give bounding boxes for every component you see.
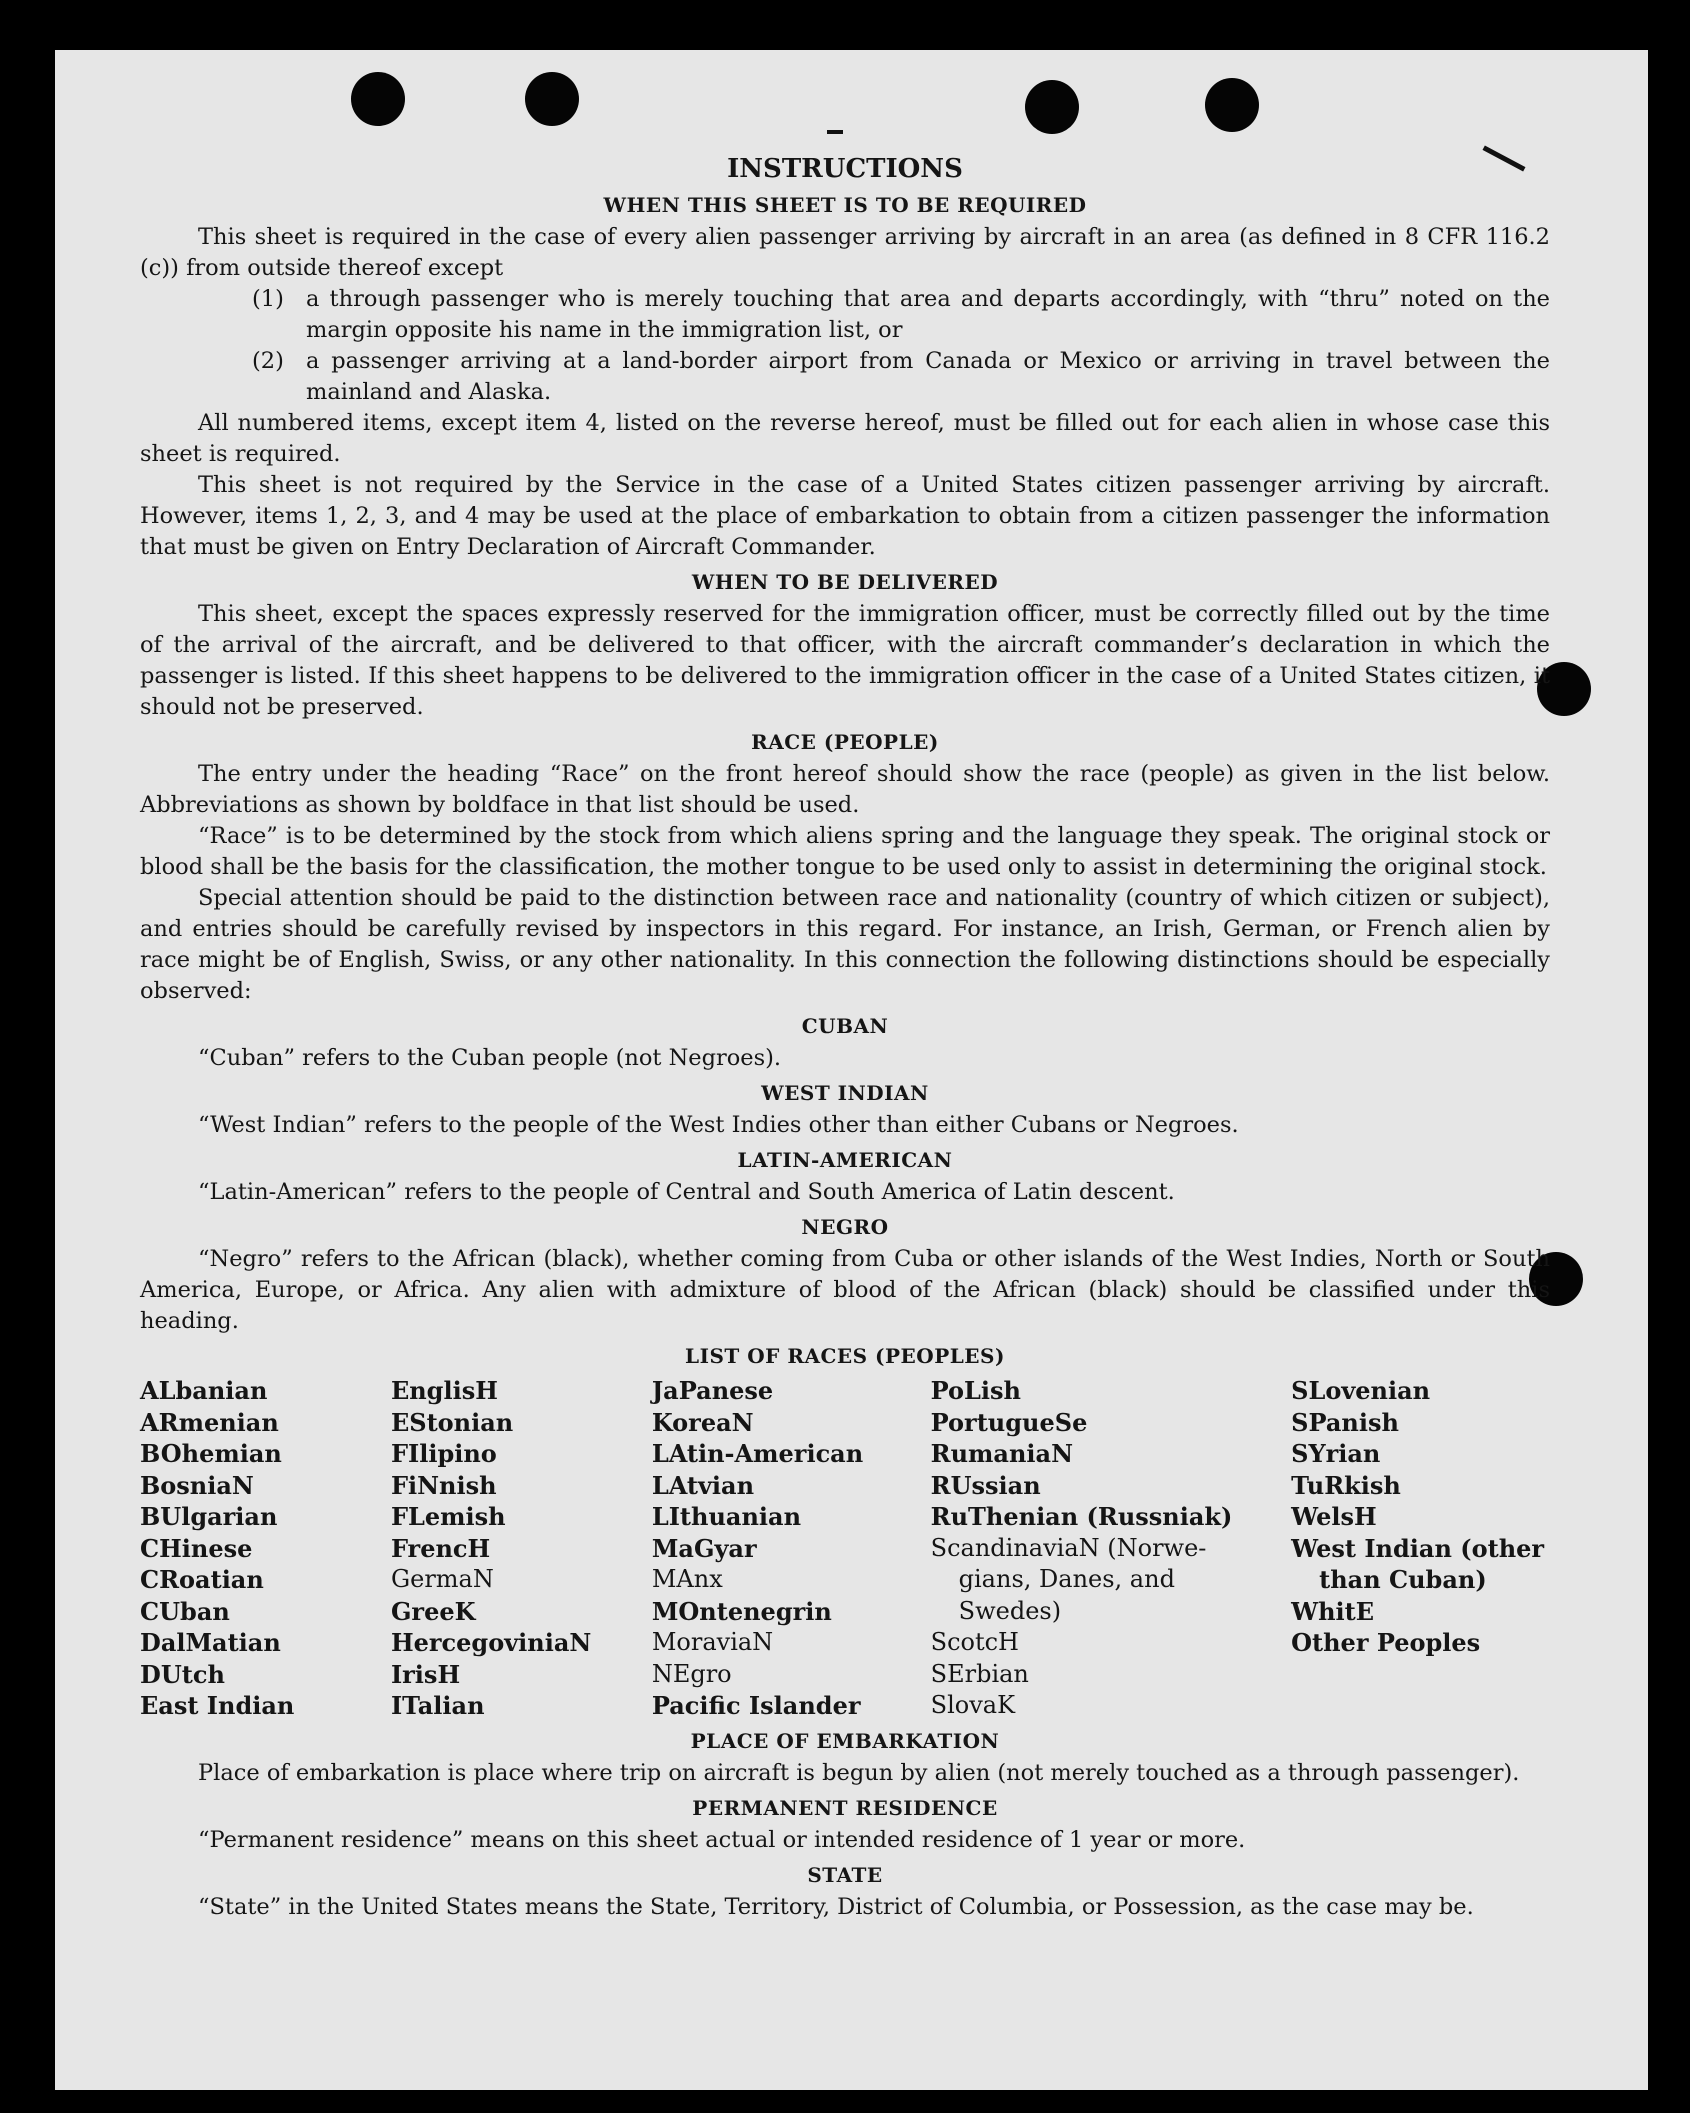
race-item: BosniaN: [140, 1470, 254, 1500]
race-item: SlovaK: [930, 1691, 1016, 1719]
latin-american-definition: “Latin-American” refers to the people of Central and South America of Latin descent.: [198, 1179, 1175, 1205]
embarkation-definition: Place of embarkation is place where trip on aircraft is begun by alien (not merely touched as a through passenger).: [198, 1759, 1520, 1786]
race-item: BUlgarian: [140, 1502, 278, 1531]
race-item: West Indian (other: [1291, 1533, 1545, 1563]
race-item: LAtvian: [651, 1470, 755, 1500]
section-heading-negro: NEGRO: [801, 1215, 889, 1239]
instructions-content: [140, 152, 1550, 1923]
race-paragraph: Special attention should be paid to the distinction between race and nationality (country of which citizen or subject), and entries should be carefully revised by inspectors in this regard. For instance, an Irish, German, or French alien by race might be of English, Swiss, or any other nationality. In this connection the following distinctions should be especially observed:: [140, 885, 1550, 1004]
section-heading-latin-american: LATIN-AMERICAN: [737, 1148, 953, 1172]
section-heading-west-indian: WEST INDIAN: [761, 1081, 929, 1105]
races-column: [931, 1375, 1291, 1722]
race-item: TuRkish: [1291, 1470, 1401, 1500]
race-item: FLemish: [390, 1502, 506, 1531]
race-item: FiNnish: [390, 1470, 497, 1500]
race-item: MOntenegrin: [651, 1596, 832, 1626]
section-heading-embarkation: PLACE OF EMBARKATION: [690, 1728, 1000, 1753]
race-item: EStonian: [390, 1407, 514, 1437]
race-item: MoraviaN: [651, 1628, 774, 1656]
race-item: ScandinaviaN (Norwe-: [930, 1533, 1207, 1562]
race-item: LIthuanian: [651, 1502, 802, 1531]
race-item: Pacific Islander: [651, 1691, 861, 1720]
state-definition: “State” in the United States means the State, Territory, District of Columbia, or Possession, as the case may be.: [198, 1893, 1474, 1920]
race-item: gians, Danes, and: [958, 1565, 1175, 1593]
race-item: NEgro: [651, 1659, 732, 1688]
punch-hole: [1025, 80, 1079, 134]
residence-definition: “Permanent residence” means on this sheet actual or intended residence of 1 year or more.: [198, 1826, 1246, 1853]
punch-hole: [351, 72, 405, 126]
race-item: FIlipino: [390, 1439, 497, 1468]
race-item: MAnx: [651, 1565, 723, 1593]
races-list: [140, 1375, 1550, 1722]
race-item: CUban: [140, 1596, 230, 1626]
race-item: RUssian: [930, 1470, 1041, 1500]
section-heading-cuban: CUBAN: [801, 1014, 889, 1038]
race-item: JaPanese: [651, 1376, 774, 1405]
exception-number: (1): [252, 286, 284, 312]
race-item: GreeK: [390, 1596, 476, 1626]
race-item: ALbanian: [140, 1376, 268, 1405]
race-item: SPanish: [1291, 1407, 1399, 1437]
race-item: ScotcH: [930, 1628, 1019, 1656]
section-heading-residence: PERMANENT RESIDENCE: [692, 1795, 998, 1820]
race-item: MaGyar: [651, 1533, 757, 1563]
race-item: CRoatian: [140, 1565, 264, 1594]
race-item: SErbian: [930, 1659, 1029, 1688]
races-column: [1291, 1375, 1550, 1722]
race-item: BOhemian: [140, 1439, 282, 1468]
race-item: SLovenian: [1291, 1376, 1431, 1405]
race-item: WelsH: [1291, 1502, 1377, 1531]
negro-definition: “Negro” refers to the African (black), whether coming from Cuba or other islands of the West Indies, North or South America, Europe, or Africa. Any alien with admixture of blood of the African (black) should be classified under this heading.: [140, 1246, 1550, 1334]
numbered-items-paragraph: All numbered items, except item 4, listed on the reverse hereof, must be filled out for each alien in whose case this sheet is required.: [140, 410, 1550, 467]
race-item: SYrian: [1291, 1439, 1381, 1468]
scan-mark: [827, 130, 843, 134]
west-indian-definition: “West Indian” refers to the people of the West Indies other than either Cubans or Negroes.: [198, 1112, 1239, 1138]
race-item: FrencH: [390, 1533, 491, 1563]
race-item: Swedes): [958, 1596, 1062, 1625]
punch-hole: [1205, 78, 1259, 132]
race-item: IrisH: [390, 1659, 461, 1689]
race-item: ITalian: [390, 1691, 485, 1720]
race-item: RumaniaN: [930, 1439, 1074, 1468]
race-item: RuThenian (Russniak): [930, 1502, 1233, 1531]
race-item: East Indian: [140, 1691, 295, 1720]
race-paragraph: “Race” is to be determined by the stock from which aliens spring and the language they speak. The original stock or blood shall be the basis for the classification, the mother tongue to be used only to assist in determining the original stock.: [140, 823, 1550, 880]
race-item: PoLish: [930, 1376, 1022, 1405]
section-heading-race: RACE (PEOPLE): [751, 730, 939, 754]
race-item: CHinese: [140, 1533, 253, 1563]
races-column: [140, 1375, 391, 1722]
race-item: HercegoviniaN: [390, 1628, 592, 1657]
race-item: ARmenian: [140, 1407, 279, 1437]
races-column: [391, 1375, 652, 1722]
section-heading-list-of-races: LIST OF RACES (PEOPLES): [685, 1344, 1005, 1368]
section-heading-when-delivered: WHEN TO BE DELIVERED: [691, 570, 999, 594]
race-item: PortugueSe: [930, 1407, 1088, 1437]
race-item: LAtin-American: [651, 1439, 864, 1468]
exception-number: (2): [252, 348, 284, 374]
race-item: Other Peoples: [1291, 1628, 1481, 1657]
section-heading-when-required: WHEN THIS SHEET IS TO BE REQUIRED: [603, 193, 1087, 217]
race-item: WhitE: [1291, 1596, 1375, 1626]
document-page: [55, 50, 1648, 2090]
race-item: DUtch: [140, 1659, 225, 1689]
race-paragraph: The entry under the heading “Race” on the front hereof should show the race (people) as given in the list below. Abbreviations as shown by boldface in that list should be used.: [140, 761, 1550, 818]
cuban-definition: “Cuban” refers to the Cuban people (not Negroes).: [198, 1045, 782, 1071]
punch-hole: [525, 72, 579, 126]
exception-text: a through passenger who is merely touching that area and departs accordingly, with “thru” noted on the margin opposite his name in the immigration list, or: [306, 286, 1550, 343]
not-required-paragraph: This sheet is not required by the Service in the case of a United States citizen passenger arriving by aircraft. However, items 1, 2, 3, and 4 may be used at the place of embarkation to obtain from a citizen passenger the information that must be given on Entry Declaration of Aircraft Commander.: [140, 472, 1550, 560]
page-title: INSTRUCTIONS: [727, 154, 963, 184]
race-item: DalMatian: [140, 1628, 281, 1657]
when-delivered-paragraph: This sheet, except the spaces expressly reserved for the immigration officer, must be correctly filled out by the time of the arrival of the aircraft, and be delivered to that officer, with the aircraft commander’s declaration in which the passenger is listed. If this sheet happens to be delivered to the immigration officer in the case of a United States citizen, it should not be preserved.: [140, 601, 1550, 720]
race-item: than Cuban): [1319, 1565, 1487, 1594]
race-item: KoreaN: [651, 1407, 754, 1437]
race-item: EnglisH: [390, 1376, 498, 1405]
exception-text: a passenger arriving at a land-border airport from Canada or Mexico or arriving in travel between the mainland and Alaska.: [306, 348, 1550, 405]
when-required-intro: This sheet is required in the case of every alien passenger arriving by aircraft in an area (as defined in 8 CFR 116.2 (c)) from outside thereof except: [140, 224, 1550, 281]
races-column: [652, 1375, 931, 1722]
section-heading-state: STATE: [807, 1862, 883, 1887]
exception-item: [252, 284, 1550, 346]
race-item: GermaN: [390, 1565, 494, 1593]
exception-item: [252, 346, 1550, 408]
